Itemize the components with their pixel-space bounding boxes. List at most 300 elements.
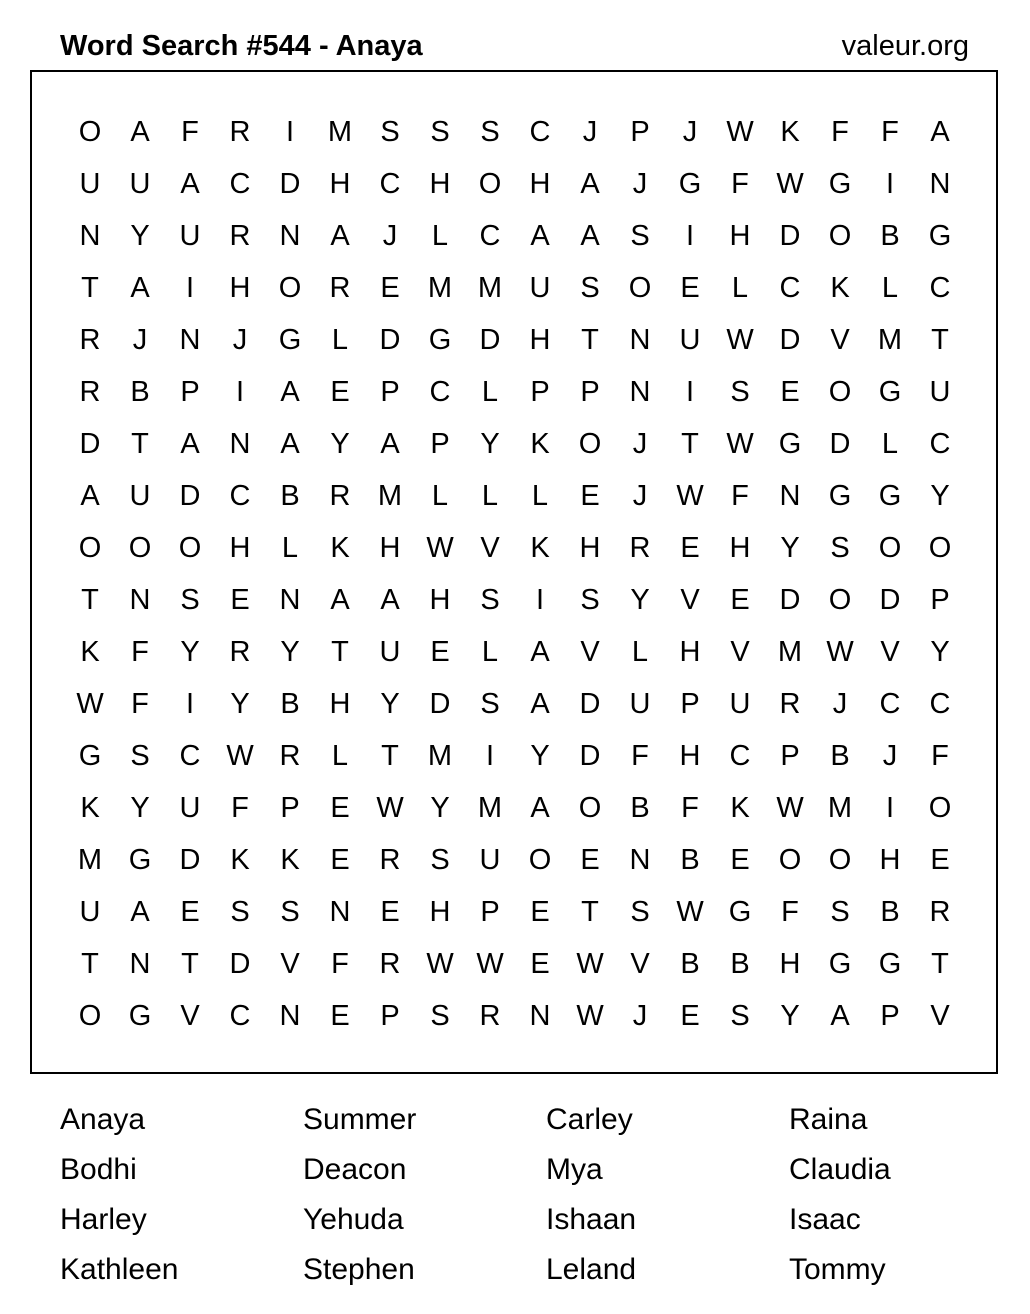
grid-letter[interactable]: K xyxy=(530,427,550,460)
grid-letter[interactable]: Y xyxy=(780,531,800,564)
grid-letter[interactable]: L xyxy=(881,271,899,304)
grid-letter[interactable]: S xyxy=(430,999,450,1032)
grid-letter[interactable]: Y xyxy=(130,219,150,252)
grid-letter[interactable]: W xyxy=(576,999,604,1032)
grid-letter[interactable]: B xyxy=(680,947,700,980)
grid-letter[interactable]: N xyxy=(929,167,951,200)
grid-letter[interactable]: A xyxy=(580,167,600,200)
grid-letter[interactable]: E xyxy=(730,843,750,876)
grid-letter[interactable]: G xyxy=(428,323,452,356)
grid-letter[interactable]: F xyxy=(181,115,199,148)
grid-letter[interactable]: F xyxy=(831,115,849,148)
grid-letter[interactable]: J xyxy=(632,427,648,460)
grid-letter[interactable]: O xyxy=(78,531,102,564)
grid-letter[interactable]: P xyxy=(480,895,500,928)
grid-letter[interactable]: B xyxy=(280,687,300,720)
grid-letter[interactable]: N xyxy=(279,219,301,252)
grid-letter[interactable]: H xyxy=(879,843,901,876)
grid-letter[interactable]: G xyxy=(878,479,902,512)
grid-letter[interactable]: S xyxy=(280,895,300,928)
grid-letter[interactable]: C xyxy=(929,687,951,720)
grid-letter[interactable]: B xyxy=(280,479,300,512)
grid-letter[interactable]: Y xyxy=(180,635,200,668)
grid-letter[interactable]: E xyxy=(930,843,950,876)
grid-letter[interactable]: A xyxy=(930,115,950,148)
grid-letter[interactable]: S xyxy=(730,375,750,408)
grid-letter[interactable]: D xyxy=(579,739,601,772)
grid-letter[interactable]: J xyxy=(832,687,848,720)
grid-letter[interactable]: N xyxy=(229,427,251,460)
grid-letter[interactable]: K xyxy=(80,791,100,824)
grid-letter[interactable]: W xyxy=(576,947,604,980)
grid-letter[interactable]: O xyxy=(578,427,602,460)
grid-letter[interactable]: J xyxy=(232,323,248,356)
grid-letter[interactable]: R xyxy=(629,531,651,564)
grid-letter[interactable]: O xyxy=(878,531,902,564)
grid-letter[interactable]: M xyxy=(477,791,503,824)
grid-letter[interactable]: O xyxy=(478,167,502,200)
grid-letter[interactable]: C xyxy=(229,167,251,200)
grid-letter[interactable]: M xyxy=(877,323,903,356)
grid-letter[interactable]: M xyxy=(327,115,353,148)
grid-letter[interactable]: N xyxy=(129,583,151,616)
grid-letter[interactable]: E xyxy=(530,895,550,928)
grid-letter[interactable]: D xyxy=(779,583,801,616)
grid-letter[interactable]: O xyxy=(178,531,202,564)
grid-letter[interactable]: D xyxy=(579,687,601,720)
grid-letter[interactable]: V xyxy=(680,583,700,616)
grid-letter[interactable]: R xyxy=(229,115,251,148)
grid-letter[interactable]: V xyxy=(580,635,600,668)
grid-letter[interactable]: K xyxy=(780,115,800,148)
grid-letter[interactable]: R xyxy=(329,479,351,512)
grid-letter[interactable]: O xyxy=(778,843,802,876)
grid-letter[interactable]: J xyxy=(632,479,648,512)
grid-letter[interactable]: S xyxy=(180,583,200,616)
grid-letter[interactable]: A xyxy=(280,375,300,408)
grid-letter[interactable]: C xyxy=(379,167,401,200)
grid-letter[interactable]: S xyxy=(480,115,500,148)
grid-letter[interactable]: B xyxy=(680,843,700,876)
grid-letter[interactable]: M xyxy=(77,843,103,876)
grid-letter[interactable]: O xyxy=(828,843,852,876)
grid-letter[interactable]: R xyxy=(379,843,401,876)
grid-letter[interactable]: D xyxy=(479,323,501,356)
grid-letter[interactable]: U xyxy=(129,479,151,512)
grid-letter[interactable]: P xyxy=(680,687,700,720)
grid-letter[interactable]: W xyxy=(726,115,754,148)
grid-letter[interactable]: W xyxy=(826,635,854,668)
grid-letter[interactable]: O xyxy=(128,531,152,564)
grid-letter[interactable]: V xyxy=(880,635,900,668)
grid-letter[interactable]: E xyxy=(330,999,350,1032)
grid-letter[interactable]: P xyxy=(880,999,900,1032)
grid-letter[interactable]: I xyxy=(185,271,195,304)
grid-letter[interactable]: R xyxy=(379,947,401,980)
grid-letter[interactable]: R xyxy=(79,375,101,408)
grid-letter[interactable]: A xyxy=(380,583,400,616)
grid-letter[interactable]: E xyxy=(380,895,400,928)
grid-letter[interactable]: G xyxy=(128,999,152,1032)
grid-letter[interactable]: T xyxy=(181,947,199,980)
grid-letter[interactable]: S xyxy=(630,895,650,928)
grid-letter[interactable]: D xyxy=(779,323,801,356)
grid-letter[interactable]: N xyxy=(179,323,201,356)
grid-letter[interactable]: M xyxy=(427,739,453,772)
grid-letter[interactable]: A xyxy=(330,219,350,252)
grid-letter[interactable]: C xyxy=(529,115,551,148)
grid-letter[interactable]: Y xyxy=(330,427,350,460)
grid-letter[interactable]: S xyxy=(630,219,650,252)
grid-letter[interactable]: C xyxy=(929,427,951,460)
grid-letter[interactable]: U xyxy=(679,323,701,356)
grid-letter[interactable]: R xyxy=(779,687,801,720)
grid-letter[interactable]: A xyxy=(130,115,150,148)
grid-letter[interactable]: U xyxy=(179,219,201,252)
grid-letter[interactable]: N xyxy=(329,895,351,928)
grid-letter[interactable]: H xyxy=(579,531,601,564)
grid-letter[interactable]: P xyxy=(530,375,550,408)
grid-letter[interactable]: S xyxy=(130,739,150,772)
grid-letter[interactable]: S xyxy=(430,115,450,148)
grid-letter[interactable]: N xyxy=(629,323,651,356)
grid-letter[interactable]: V xyxy=(830,323,850,356)
grid-letter[interactable]: W xyxy=(726,427,754,460)
grid-letter[interactable]: D xyxy=(179,843,201,876)
grid-letter[interactable]: U xyxy=(79,167,101,200)
grid-letter[interactable]: U xyxy=(629,687,651,720)
grid-letter[interactable]: L xyxy=(431,219,449,252)
grid-letter[interactable]: O xyxy=(828,219,852,252)
grid-letter[interactable]: Y xyxy=(130,791,150,824)
grid-letter[interactable]: R xyxy=(229,219,251,252)
grid-letter[interactable]: N xyxy=(279,583,301,616)
grid-letter[interactable]: Y xyxy=(230,687,250,720)
grid-letter[interactable]: W xyxy=(426,947,454,980)
grid-letter[interactable]: I xyxy=(685,375,695,408)
grid-letter[interactable]: A xyxy=(330,583,350,616)
grid-letter[interactable]: O xyxy=(528,843,552,876)
grid-letter[interactable]: O xyxy=(278,271,302,304)
grid-letter[interactable]: A xyxy=(530,219,550,252)
grid-letter[interactable]: T xyxy=(331,635,349,668)
grid-letter[interactable]: F xyxy=(931,739,949,772)
grid-letter[interactable]: D xyxy=(779,219,801,252)
grid-letter[interactable]: W xyxy=(776,791,804,824)
grid-letter[interactable]: D xyxy=(179,479,201,512)
grid-letter[interactable]: G xyxy=(828,479,852,512)
grid-letter[interactable]: M xyxy=(777,635,803,668)
grid-letter[interactable]: V xyxy=(630,947,650,980)
grid-letter[interactable]: U xyxy=(529,271,551,304)
grid-letter[interactable]: V xyxy=(480,531,500,564)
grid-letter[interactable]: D xyxy=(279,167,301,200)
grid-letter[interactable]: W xyxy=(476,947,504,980)
grid-letter[interactable]: E xyxy=(330,843,350,876)
grid-letter[interactable]: D xyxy=(79,427,101,460)
grid-letter[interactable]: C xyxy=(179,739,201,772)
grid-letter[interactable]: S xyxy=(580,583,600,616)
grid-letter[interactable]: B xyxy=(130,375,150,408)
grid-letter[interactable]: F xyxy=(881,115,899,148)
grid-letter[interactable]: H xyxy=(229,271,251,304)
grid-letter[interactable]: E xyxy=(730,583,750,616)
grid-letter[interactable]: K xyxy=(530,531,550,564)
grid-letter[interactable]: U xyxy=(479,843,501,876)
grid-letter[interactable]: K xyxy=(280,843,300,876)
grid-letter[interactable]: S xyxy=(830,531,850,564)
grid-letter[interactable]: E xyxy=(580,843,600,876)
grid-letter[interactable]: A xyxy=(180,167,200,200)
grid-letter[interactable]: O xyxy=(928,531,952,564)
grid-letter[interactable]: R xyxy=(329,271,351,304)
grid-letter[interactable]: H xyxy=(429,583,451,616)
grid-letter[interactable]: L xyxy=(631,635,649,668)
grid-letter[interactable]: O xyxy=(78,115,102,148)
grid-letter[interactable]: T xyxy=(931,323,949,356)
grid-letter[interactable]: P xyxy=(930,583,950,616)
grid-letter[interactable]: C xyxy=(229,999,251,1032)
grid-letter[interactable]: U xyxy=(379,635,401,668)
grid-letter[interactable]: C xyxy=(879,687,901,720)
grid-letter[interactable]: E xyxy=(230,583,250,616)
grid-letter[interactable]: L xyxy=(331,739,349,772)
grid-letter[interactable]: F xyxy=(731,167,749,200)
grid-letter[interactable]: R xyxy=(479,999,501,1032)
grid-letter[interactable]: V xyxy=(730,635,750,668)
grid-letter[interactable]: L xyxy=(481,479,499,512)
grid-letter[interactable]: E xyxy=(580,479,600,512)
grid-letter[interactable]: S xyxy=(230,895,250,928)
grid-letter[interactable]: W xyxy=(226,739,254,772)
grid-letter[interactable]: I xyxy=(285,115,295,148)
grid-letter[interactable]: P xyxy=(180,375,200,408)
grid-letter[interactable]: F xyxy=(781,895,799,928)
grid-letter[interactable]: L xyxy=(531,479,549,512)
grid-letter[interactable]: I xyxy=(185,687,195,720)
grid-letter[interactable]: K xyxy=(230,843,250,876)
grid-letter[interactable]: I xyxy=(885,791,895,824)
grid-letter[interactable]: N xyxy=(279,999,301,1032)
grid-letter[interactable]: O xyxy=(928,791,952,824)
grid-letter[interactable]: H xyxy=(729,219,751,252)
grid-letter[interactable]: E xyxy=(180,895,200,928)
grid-letter[interactable]: P xyxy=(280,791,300,824)
grid-letter[interactable]: E xyxy=(380,271,400,304)
grid-letter[interactable]: A xyxy=(530,791,550,824)
grid-letter[interactable]: F xyxy=(681,791,699,824)
grid-letter[interactable]: T xyxy=(931,947,949,980)
grid-letter[interactable]: L xyxy=(481,635,499,668)
grid-letter[interactable]: D xyxy=(829,427,851,460)
grid-letter[interactable]: F xyxy=(131,687,149,720)
grid-letter[interactable]: D xyxy=(379,323,401,356)
grid-letter[interactable]: W xyxy=(426,531,454,564)
grid-letter[interactable]: R xyxy=(79,323,101,356)
grid-letter[interactable]: G xyxy=(878,947,902,980)
grid-letter[interactable]: E xyxy=(680,271,700,304)
grid-letter[interactable]: W xyxy=(376,791,404,824)
grid-letter[interactable]: S xyxy=(430,843,450,876)
grid-letter[interactable]: A xyxy=(830,999,850,1032)
grid-letter[interactable]: A xyxy=(380,427,400,460)
grid-letter[interactable]: H xyxy=(679,739,701,772)
grid-letter[interactable]: M xyxy=(427,271,453,304)
grid-letter[interactable]: F xyxy=(731,479,749,512)
grid-letter[interactable]: S xyxy=(830,895,850,928)
grid-letter[interactable]: Y xyxy=(430,791,450,824)
grid-letter[interactable]: C xyxy=(779,271,801,304)
grid-letter[interactable]: G xyxy=(828,947,852,980)
grid-letter[interactable]: A xyxy=(80,479,100,512)
grid-letter[interactable]: Y xyxy=(380,687,400,720)
grid-letter[interactable]: Y xyxy=(930,635,950,668)
grid-letter[interactable]: K xyxy=(730,791,750,824)
grid-letter[interactable]: P xyxy=(780,739,800,772)
grid-letter[interactable]: A xyxy=(280,427,300,460)
grid-letter[interactable]: J xyxy=(132,323,148,356)
grid-letter[interactable]: J xyxy=(582,115,598,148)
grid-letter[interactable]: J xyxy=(882,739,898,772)
grid-letter[interactable]: P xyxy=(430,427,450,460)
grid-letter[interactable]: U xyxy=(729,687,751,720)
grid-letter[interactable]: H xyxy=(429,895,451,928)
grid-letter[interactable]: B xyxy=(830,739,850,772)
grid-letter[interactable]: J xyxy=(632,167,648,200)
grid-letter[interactable]: V xyxy=(930,999,950,1032)
grid-letter[interactable]: Y xyxy=(930,479,950,512)
grid-letter[interactable]: I xyxy=(685,219,695,252)
grid-letter[interactable]: U xyxy=(129,167,151,200)
grid-letter[interactable]: G xyxy=(778,427,802,460)
grid-letter[interactable]: V xyxy=(280,947,300,980)
grid-letter[interactable]: S xyxy=(480,583,500,616)
grid-letter[interactable]: B xyxy=(880,895,900,928)
grid-letter[interactable]: T xyxy=(581,895,599,928)
grid-letter[interactable]: H xyxy=(329,687,351,720)
grid-letter[interactable]: R xyxy=(279,739,301,772)
grid-letter[interactable]: P xyxy=(630,115,650,148)
grid-letter[interactable]: C xyxy=(429,375,451,408)
grid-letter[interactable]: I xyxy=(485,739,495,772)
grid-letter[interactable]: I xyxy=(885,167,895,200)
grid-letter[interactable]: Y xyxy=(630,583,650,616)
grid-letter[interactable]: T xyxy=(681,427,699,460)
grid-letter[interactable]: L xyxy=(481,375,499,408)
grid-letter[interactable]: W xyxy=(726,323,754,356)
grid-letter[interactable]: E xyxy=(430,635,450,668)
grid-letter[interactable]: E xyxy=(680,531,700,564)
grid-letter[interactable]: E xyxy=(330,791,350,824)
grid-letter[interactable]: O xyxy=(828,375,852,408)
grid-letter[interactable]: G xyxy=(128,843,152,876)
grid-letter[interactable]: G xyxy=(828,167,852,200)
grid-letter[interactable]: M xyxy=(827,791,853,824)
grid-letter[interactable]: A xyxy=(130,895,150,928)
grid-letter[interactable]: R xyxy=(929,895,951,928)
grid-letter[interactable]: E xyxy=(680,999,700,1032)
grid-letter[interactable]: D xyxy=(879,583,901,616)
grid-letter[interactable]: A xyxy=(580,219,600,252)
grid-letter[interactable]: S xyxy=(380,115,400,148)
grid-letter[interactable]: A xyxy=(530,635,550,668)
grid-letter[interactable]: O xyxy=(78,999,102,1032)
grid-letter[interactable]: N xyxy=(129,947,151,980)
grid-letter[interactable]: U xyxy=(79,895,101,928)
grid-letter[interactable]: W xyxy=(676,895,704,928)
grid-letter[interactable]: V xyxy=(180,999,200,1032)
grid-letter[interactable]: H xyxy=(329,167,351,200)
grid-letter[interactable]: E xyxy=(530,947,550,980)
grid-letter[interactable]: C xyxy=(229,479,251,512)
grid-letter[interactable]: B xyxy=(630,791,650,824)
grid-letter[interactable]: K xyxy=(80,635,100,668)
grid-letter[interactable]: T xyxy=(81,271,99,304)
grid-letter[interactable]: T xyxy=(81,947,99,980)
grid-letter[interactable]: U xyxy=(929,375,951,408)
grid-letter[interactable]: H xyxy=(529,323,551,356)
grid-letter[interactable]: T xyxy=(381,739,399,772)
grid-letter[interactable]: M xyxy=(477,271,503,304)
grid-letter[interactable]: G xyxy=(928,219,952,252)
grid-letter[interactable]: Y xyxy=(530,739,550,772)
grid-letter[interactable]: H xyxy=(379,531,401,564)
grid-letter[interactable]: J xyxy=(682,115,698,148)
grid-letter[interactable]: M xyxy=(377,479,403,512)
grid-letter[interactable]: I xyxy=(535,583,545,616)
grid-letter[interactable]: F xyxy=(331,947,349,980)
grid-letter[interactable]: P xyxy=(380,375,400,408)
grid-letter[interactable]: A xyxy=(130,271,150,304)
grid-letter[interactable]: S xyxy=(580,271,600,304)
grid-letter[interactable]: O xyxy=(578,791,602,824)
letter-grid[interactable] xyxy=(65,106,965,1042)
grid-letter[interactable]: W xyxy=(776,167,804,200)
grid-letter[interactable]: R xyxy=(229,635,251,668)
grid-letter[interactable]: G xyxy=(878,375,902,408)
grid-letter[interactable]: T xyxy=(81,583,99,616)
grid-letter[interactable]: D xyxy=(429,687,451,720)
grid-letter[interactable]: O xyxy=(828,583,852,616)
grid-letter[interactable]: L xyxy=(881,427,899,460)
grid-letter[interactable]: L xyxy=(731,271,749,304)
grid-letter[interactable]: S xyxy=(730,999,750,1032)
grid-letter[interactable]: C xyxy=(479,219,501,252)
grid-letter[interactable]: F xyxy=(631,739,649,772)
grid-letter[interactable]: G xyxy=(78,739,102,772)
grid-letter[interactable]: A xyxy=(180,427,200,460)
grid-letter[interactable]: H xyxy=(729,531,751,564)
grid-letter[interactable]: L xyxy=(431,479,449,512)
grid-letter[interactable]: C xyxy=(729,739,751,772)
grid-letter[interactable]: I xyxy=(235,375,245,408)
grid-letter[interactable]: N xyxy=(779,479,801,512)
grid-letter[interactable]: E xyxy=(330,375,350,408)
grid-letter[interactable]: H xyxy=(779,947,801,980)
grid-letter[interactable]: H xyxy=(229,531,251,564)
grid-letter[interactable]: T xyxy=(581,323,599,356)
grid-letter[interactable]: K xyxy=(330,531,350,564)
grid-letter[interactable]: N xyxy=(629,375,651,408)
grid-letter[interactable]: L xyxy=(281,531,299,564)
grid-letter[interactable]: A xyxy=(530,687,550,720)
grid-letter[interactable]: B xyxy=(880,219,900,252)
grid-letter[interactable]: K xyxy=(830,271,850,304)
grid-letter[interactable]: N xyxy=(529,999,551,1032)
grid-letter[interactable]: Y xyxy=(480,427,500,460)
grid-letter[interactable]: B xyxy=(730,947,750,980)
grid-letter[interactable]: F xyxy=(231,791,249,824)
